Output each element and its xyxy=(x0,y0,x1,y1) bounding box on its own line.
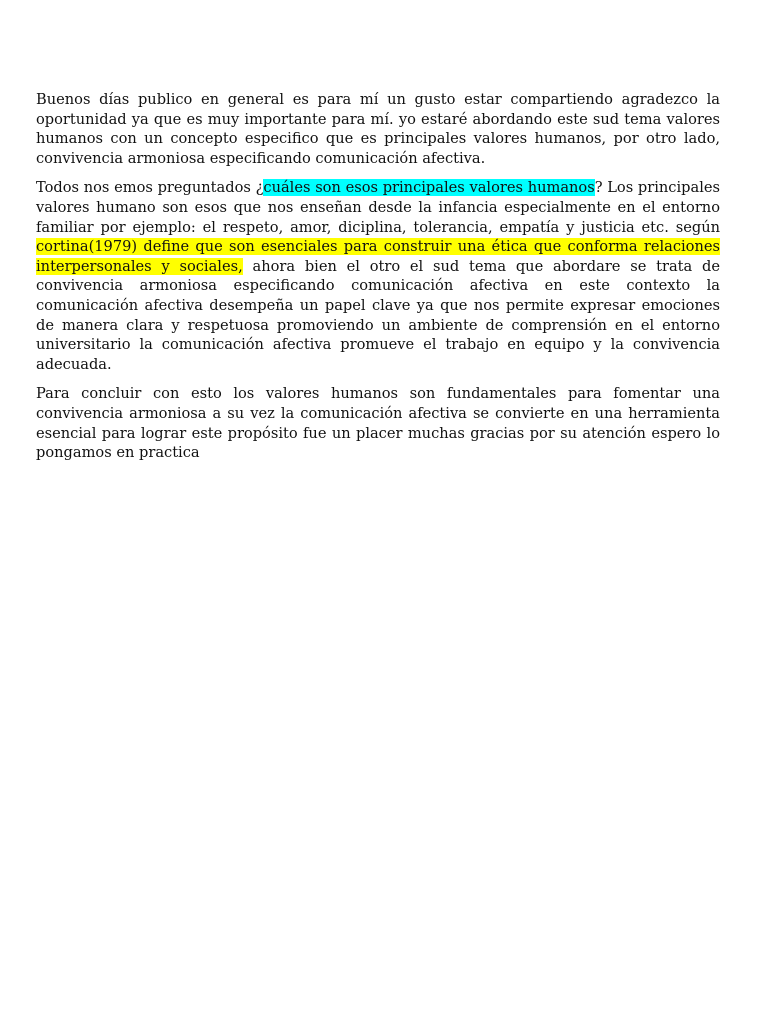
document-page xyxy=(36,90,720,473)
highlight-yellow-citation: cortina(1979) define que son esenciales para construir una ética que conforma relaciones interpersonales y sociales, xyxy=(36,238,720,275)
paragraph-intro: Buenos días publico en general es para mí un gusto estar compartiendo agradezco la oportunidad ya que es muy importante para mí. yo estaré abordando este sud tema valores humanos con un concepto especifico que es principales valores humanos, por otro lado, convivencia armoniosa especificando comunicación afectiva. xyxy=(36,91,720,167)
paragraph-values-text-2: ? Los principales valores humano son esos que nos enseñan desde la infancia especialmente en el entorno familiar por ejemplo: el respeto, amor, diciplina, tolerancia, empatía y justicia etc. según xyxy=(36,179,720,236)
paragraph-values xyxy=(36,178,720,374)
paragraph-values-text-1: Todos nos emos preguntados ¿ xyxy=(36,179,264,197)
paragraph-values-text-3: ahora bien el otro el sud tema que abordare se trata de convivencia armoniosa especificando comunicación afectiva en este contexto la comunicación afectiva desempeña un papel clave ya que nos permite expresar emociones de manera clara y respetuosa promoviendo un ambiente de comprensión en el entorno universitario la comunicación afectiva promueve el trabajo en equipo y la convivencia adecuada. xyxy=(36,257,720,373)
highlight-cyan-question: cuáles son esos principales valores humanos xyxy=(263,179,595,197)
paragraph-conclusion: Para concluir con esto los valores humanos son fundamentales para fomentar una convivencia armoniosa a su vez la comunicación afectiva se convierte en una herramienta esencial para lograr este propósito fue un placer muchas gracias por su atención espero lo pongamos en practica xyxy=(36,385,720,462)
